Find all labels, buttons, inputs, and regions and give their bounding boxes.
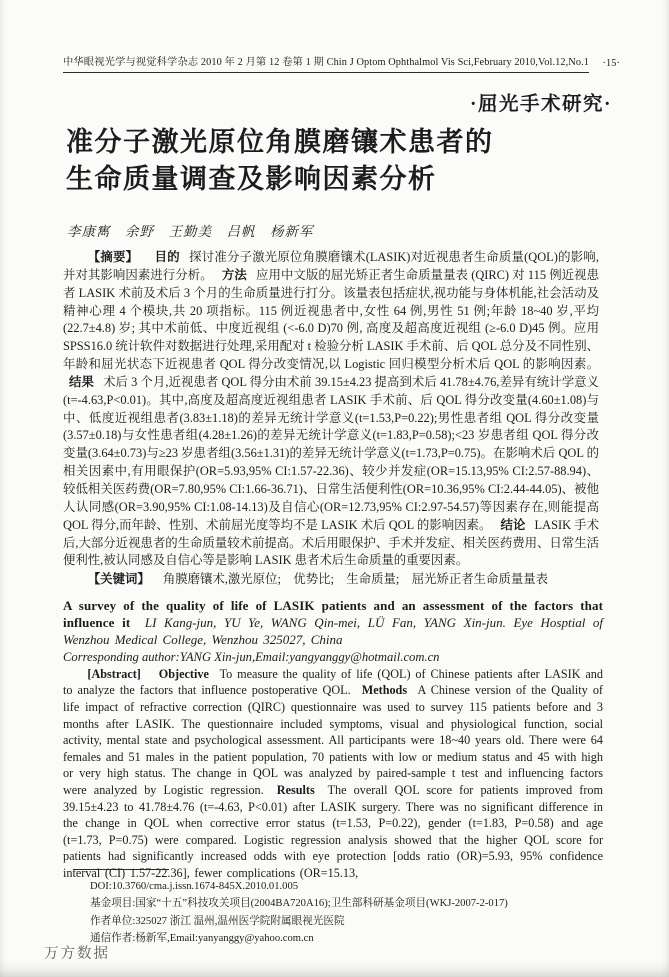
- journal-header-line: 中华眼视光学与视觉科学杂志 2010 年 2 月第 12 卷第 1 期 Chin J Optom Ophthalmol Vis Sci,February 2010,Vol.12,No.1: [63, 53, 589, 73]
- affiliation-line: 作者单位:325027 浙江 温州,温州医学院附属眼视光医院: [90, 915, 345, 927]
- keywords-cn: [63, 571, 599, 589]
- objective-text-cn: 探讨准分子激光原位角膜磨镶术(LASIK)对近视患者生命质量(QOL)的影响,并对其影响因素进行分析。: [63, 250, 600, 282]
- english-section: [63, 597, 603, 882]
- title-en-text: A survey of the quality of life of LASIK patients and an assessment of the factors that influence it: [63, 598, 603, 631]
- corresponding-author-en: Corresponding author:YANG Xin-jun,Email:yangyanggy@hotmail.com.cn: [63, 649, 440, 664]
- conclusion-label-cn: 结论: [500, 517, 526, 532]
- objective-label-en: Objective: [158, 666, 209, 681]
- keywords-label-cn: 【关键词】: [87, 572, 150, 587]
- authors-en: LI Kang-jun, YU Ye, WANG Qin-mei, LÜ Fan, YANG Xin-jun. Eye Hosptial of Wenzhou Medical College, Wenzhou 325027, China: [63, 615, 603, 648]
- objective-text-en: To measure the quality of life (QOL) of Chinese patients after LASIK and to analyze the factors that influence postoperative QOL.: [63, 666, 603, 698]
- section-label: ·屈光手术研究·: [469, 94, 612, 115]
- methods-label-cn: 方法: [221, 267, 247, 282]
- results-label-cn: 结果: [69, 374, 94, 389]
- page-number: ·15·: [602, 58, 620, 69]
- title-cn-line-2: 生命质量调查及影响因素分析: [66, 164, 437, 194]
- footnotes: [63, 869, 599, 947]
- correspondence-line: 通信作者:杨新军,Email:yanyanggy@yahoo.com.cn: [90, 932, 314, 944]
- methods-text-en: A Chinese version of the Quality of life impact of refractive correction (QIRC) questionnaire was used to survey 115 patients before and 3 months after LASIK. The questionnaire included symptoms, visual and physiological function, social activity, mental state and psychological assessment. All participants were 18~40 years old. There were 64 females and 51 males in the patient population, 70 patients with low or medium status and 45 with high or very high status. The change in QOL was analyzed by paired-sample t test and influencing factors were analyzed by Logistic regression.: [63, 683, 603, 797]
- abstract-en: [63, 666, 603, 882]
- abstract-label-cn: 【摘要】: [87, 250, 139, 264]
- abstract-cn: [63, 249, 599, 570]
- article-title-en: [63, 597, 603, 649]
- methods-label-en: Methods: [361, 683, 408, 698]
- conclusion-text-cn: LASIK 手术后,大部分近视患者的生命质量较术前提高。术后用眼保护、手术并发症、相关医药费用、日常生活便利性,被认同感及自信心等是影响 LASIK 患者术后生命质量的重要因素。: [63, 517, 599, 568]
- keywords-text-cn: 角膜磨镶术,激光原位; 优势比; 生命质量; 屈光矫正者生命质量量表: [162, 572, 549, 587]
- abstract-section-cn: [63, 249, 599, 589]
- footnote-divider: [73, 869, 169, 870]
- doi-line: DOI:10.3760/cma.j.issn.1674-845X.2010.01.005: [90, 881, 299, 892]
- funding-line: 基金项目:国家“十五”科技攻关项目(2004BA720A16);卫生部科研基金项目(WKJ-2007-2-017): [90, 898, 508, 910]
- authors-cn: 李康寯 余野 王勤美 吕帆 杨新军: [67, 224, 314, 239]
- objective-label-cn: 目的: [154, 250, 180, 264]
- wanfang-watermark: 万方数据: [44, 946, 110, 962]
- title-cn-line-1: 准分子激光原位角膜磨镶术患者的: [66, 127, 494, 157]
- article-title-cn: [66, 124, 494, 198]
- methods-text-cn: 应用中文版的屈光矫正者生命质量量表 (QIRC) 对 115 例近视患者 LASIK 术前及术后 3 个月的生命质量进行打分。该量表包括症状,视功能与身体机能,社会活动及精神心理 4 个模块,共 20 项指标。115 例近视患者中,女性 64 例,男性 51 例;年龄 18~40 岁,平均(22.7±4.8) 岁; 其中术前低、中度近视组 (<-6.0 D)70 例, 高度及超高度近视组 (≥-6.0 D)45 例。应用 SPSS16.0 统计软件对数据进行处理,采用配对 t 检验分析 LASIK 手术前、后 QOL 总分及不同性别、年龄和屈光状态下近视患者 QOL 得分改变情况,以 Logistic 回归模型分析术后 QOL 的影响因素。: [63, 267, 600, 372]
- results-text-cn: 术后 3 个月,近视患者 QOL 得分由术前 39.15±4.23 提高到术后 41.78±4.76,差异有统计学意义(t=-4.63,P<0.01)。其中,高度及超高度近视组患者 LASIK 手术前、后 QOL 得分改变量(4.60±1.08)与中、低度近视组患者(3.83±1.18)的差异无统计学意义(t=1.53,P=0.22);男性患者组 QOL 得分改变量(3.57±0.18)与女性患者组(4.28±1.26)的差异无统计学意义(t=1.83,P=0.58);<23 岁患者组 QOL 得分改变量(3.64±0.73)与≥23 岁患者组(3.56±1.31)的差异无统计学意义(t=1.73,P=0.75)。在影响术后 QOL 的相关因素中,有用眼保护(OR=5.93,95% CI:1.57-22.36)、较少并发症(OR=15.13,95% CI:2.57-88.94)、较低相关医药费(OR=7.80,95% CI:1.66-36.71)、日常生活便利性(OR=10.36,95% CI:2.44-44.05)、被他人认同感(OR=3.90,95% CI:1.08-14.13)及自信心(OR=12.73,95% CI:2.97-54.57)等因素存在,则能提高 QOL 得分,而年龄、性别、术前屈光度等均不是 LASIK 术后 QOL 的影响因素。: [63, 374, 599, 532]
- abstract-label-en: [Abstract]: [87, 666, 141, 681]
- results-label-en: Results: [276, 782, 315, 797]
- page-header: [63, 53, 620, 73]
- results-text-en: The overall QOL score for patients improved from 39.15±4.23 to 41.78±4.76 (t=-4.63, P<0.01) after LASIK surgery. There was no significant difference in the change in QOL when corrective error status (t=1.53, P=0.22), gender (t=1.83, P=0.58) and age (t=1.73, P=0.75) were compared. Logistic regression analysis showed that the higher QOL score for patients had significantly increased odds with eye protection [odds ratio (OR)=5.93, 95% confidence interval (CI) 1.57-22.36], fewer complications (OR=15.13,: [63, 782, 603, 880]
